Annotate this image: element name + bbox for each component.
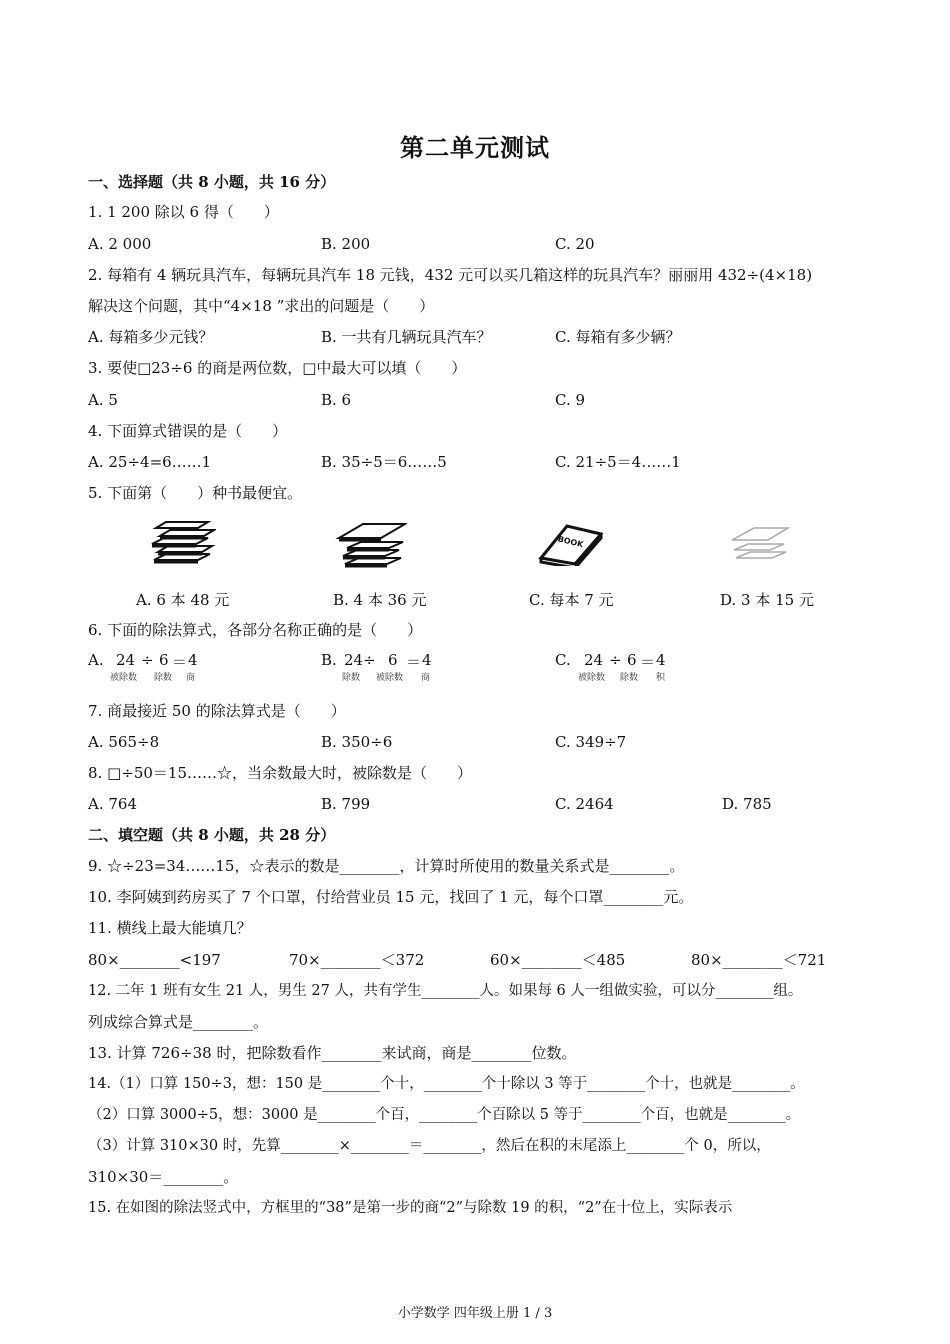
q11-item-d: 80×________＜721 (691, 951, 827, 969)
book-cover-label: BOOK (556, 534, 585, 550)
q6-a-label-1: 被除数 (110, 673, 138, 683)
q6-a-label-3: 商 (186, 673, 196, 683)
q8-option-b: B. 799 (321, 795, 371, 813)
q5-option-c: C. 每本 7 元 (529, 591, 614, 609)
q11-item-b: 70×________＜372 (289, 951, 425, 969)
q2-option-a: A. 每箱多少元钱？ (88, 328, 214, 346)
question-11: 11. 横线上最大能填几？ (88, 919, 252, 937)
q6-b-div-sign: ÷ (363, 651, 376, 669)
q4-option-c: C. 21÷5＝4……1 (555, 453, 681, 471)
q5-option-d: D. 3 本 15 元 (720, 591, 814, 609)
page-footer: 小学数学 四年级上册 1 / 3 (397, 1306, 553, 1321)
question-14-line1: 14.（1）口算 150÷3，想：150 是________个十，________个十除以 3 等于________个十，也就是________。 (88, 1076, 805, 1092)
q6-a-dividend: 24 (116, 651, 136, 669)
question-13: 13. 计算 726÷38 时，把除数看作________来试商，商是________位数。 (88, 1044, 577, 1062)
q7-option-c: C. 349÷7 (555, 733, 627, 751)
question-6: 6. 下面的除法算式，各部分名称正确的是（ ） (88, 621, 423, 639)
q6-c-dividend: 24 (584, 651, 604, 669)
q6-a-quotient: 4 (188, 651, 198, 669)
question-2-line1: 2. 每箱有 4 辆玩具汽车，每辆玩具汽车 18 元钱，432 元可以买几箱这样的玩具汽车？丽丽用 432÷(4×18) (88, 266, 813, 284)
question-2-line2: 解决这个问题，其中“4×18 ”求出的问题是（ ） (88, 297, 435, 315)
q6-b-label-3: 商 (421, 673, 431, 683)
q6-b-dividend: 24 (344, 651, 364, 669)
book-stack-icon (148, 516, 216, 568)
q6-b-label-2: 被除数 (376, 673, 404, 683)
question-14-line4: 310×30＝________。 (88, 1168, 239, 1186)
single-book-icon (535, 520, 603, 566)
question-15: 15. 在如图的除法竖式中，方框里的“38”是第一步的商“2”与除数 19 的积，“2”在十位上，实际表示 (88, 1200, 733, 1216)
q1-option-a: A. 2 000 (88, 235, 152, 253)
q6-option-b-letter: B. (321, 651, 337, 669)
question-4: 4. 下面算式错误的是（ ） (88, 422, 288, 440)
q1-option-c: C. 20 (555, 235, 595, 253)
q4-option-b: B. 35÷5＝6……5 (321, 453, 447, 471)
question-12-line1: 12. 二年 1 班有女生 21 人，男生 27 人，共有学生________人。如果每 6 人一组做实验，可以分________组。 (88, 983, 803, 999)
q4-option-a: A. 25÷4=6……1 (88, 453, 212, 471)
question-5: 5. 下面第（ ）种书最便宜。 (88, 484, 303, 502)
question-12-line2: 列成综合算式是________。 (88, 1013, 269, 1031)
q6-c-quotient: 4 (656, 651, 666, 669)
question-3: 3. 要使□23÷6 的商是两位数，□中最大可以填（ ） (88, 359, 467, 377)
q6-b-equals: ＝ (406, 653, 422, 671)
q11-item-c: 60×________＜485 (490, 951, 626, 969)
q3-option-a: A. 5 (88, 391, 118, 409)
q5-option-b: B. 4 本 36 元 (333, 591, 427, 609)
q3-option-b: B. 6 (321, 391, 352, 409)
question-14-line2: （2）口算 3000÷5，想：3000 是________个百，________个百除以 5 等于________个百，也就是________。 (88, 1107, 801, 1123)
q3-option-c: C. 9 (555, 391, 586, 409)
q1-option-b: B. 200 (321, 235, 371, 253)
q6-option-c-letter: C. (555, 651, 571, 669)
q6-c-label-3: 积 (656, 673, 666, 683)
q6-c-div-sign: ÷ (609, 651, 622, 669)
question-8: 8. □÷50＝15……☆，当余数最大时，被除数是（ ） (88, 764, 472, 782)
section-heading-choice: 一、选择题（共 8 小题，共 16 分） (88, 173, 336, 191)
q5-option-a: A. 6 本 48 元 (136, 591, 230, 609)
q8-option-c: C. 2464 (555, 795, 614, 813)
q7-option-a: A. 565÷8 (88, 733, 160, 751)
q8-option-a: A. 764 (88, 795, 137, 813)
q6-a-div-sign: ÷ (141, 651, 154, 669)
q6-a-equals: ＝ (172, 653, 188, 671)
q2-option-b: B. 一共有几辆玩具汽车？ (321, 328, 492, 346)
q6-b-quotient: 4 (422, 651, 432, 669)
question-7: 7. 商最接近 50 的除法算式是（ ） (88, 702, 346, 720)
question-1: 1. 1 200 除以 6 得（ ） (88, 203, 279, 221)
q8-option-d: D. 785 (722, 795, 772, 813)
q2-option-c: C. 每箱有多少辆？ (555, 328, 681, 346)
q6-c-label-2: 除数 (620, 673, 639, 683)
q6-c-equals: ＝ (640, 653, 656, 671)
q6-a-divisor: 6 (159, 651, 169, 669)
q7-option-b: B. 350÷6 (321, 733, 393, 751)
q6-b-divisor: 6 (388, 651, 398, 669)
book-stack-icon (335, 518, 407, 568)
page-title: 第二单元测试 (400, 133, 550, 162)
question-14-line3: （3）计算 310×30 时，先算________×________＝________，然后在积的末尾添上________个 0，所以， (88, 1138, 771, 1154)
question-9: 9. ☆÷23=34……15，☆表示的数是________，计算时所使用的数量关系式是________。 (88, 857, 685, 875)
q6-c-label-1: 被除数 (578, 673, 606, 683)
q11-item-a: 80×________<197 (88, 951, 221, 969)
q6-option-a-letter: A. (88, 651, 104, 669)
q6-b-label-1: 除数 (342, 673, 361, 683)
question-10: 10. 李阿姨到药房买了 7 个口罩，付给营业员 15 元，找回了 1 元，每个口罩________元。 (88, 888, 694, 906)
section-heading-fill: 二、填空题（共 8 小题，共 28 分） (88, 826, 336, 844)
q6-a-label-2: 除数 (154, 673, 173, 683)
q6-c-divisor: 6 (627, 651, 637, 669)
book-stack-faint-icon (728, 520, 794, 566)
